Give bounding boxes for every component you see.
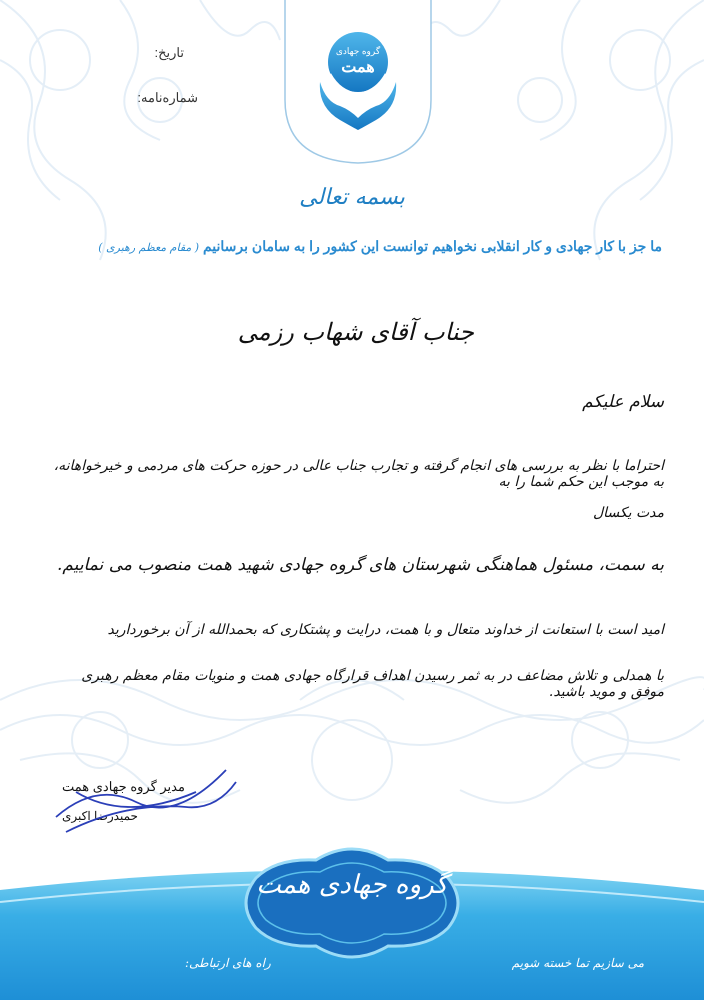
paragraph-appointment: به سمت، مسئول هماهنگی شهرستان های گروه جهادی شهید همت منصوب می نماییم.: [56, 555, 664, 575]
logo-title: گروه جهادی: [335, 46, 381, 56]
logo-name: همت: [341, 59, 375, 76]
leader-quote: [40, 238, 662, 255]
number-label: شماره‌نامه:: [137, 90, 198, 105]
hemmat-logo: [310, 22, 406, 134]
paragraph-1-continued: مدت یکسال: [592, 505, 664, 521]
basmala: بسمه تعالی: [299, 185, 405, 210]
footer-slogan: می سازیم تما خسته شویم: [511, 956, 644, 970]
paragraph-3: امید است با استعانت از خداوند متعال و با همت، درایت و پشتکاری که بحمدالله از آن برخوردارید: [107, 622, 664, 638]
paragraph-4: با همدلی و تلاش مضاعف در به ثمر رسیدن اهداف قرارگاه جهادی همت و منویات مقام معظم رهبری موفق و موید باشید.: [81, 668, 664, 700]
greeting: سلام علیکم: [582, 392, 664, 412]
signer-name: حمیدرضا اکبری: [62, 809, 138, 823]
footer-badge: [236, 838, 468, 968]
paragraph-1: احتراما با نظر به بررسی های انجام گرفته و تجارب جناب عالی در حوزه حرکت های مردمی و خیرخواهانه، به موجب این حکم شما را به: [53, 458, 664, 490]
quote-text: ما جز با کار جهادی و کار انقلابی نخواهیم توانست این کشور را به سامان برسانیم: [202, 238, 662, 254]
quote-reference: ( مقام معظم رهبری ): [98, 241, 200, 254]
addressee: جناب آقای شهاب رزمی: [237, 318, 474, 346]
date-label: تاریخ:: [154, 45, 184, 60]
footer-contact-label: راه های ارتباطی:: [185, 956, 271, 970]
badge-text: گروه جهادی همت: [256, 870, 448, 900]
signer-title: مدیر گروه جهادی همت: [62, 779, 185, 794]
